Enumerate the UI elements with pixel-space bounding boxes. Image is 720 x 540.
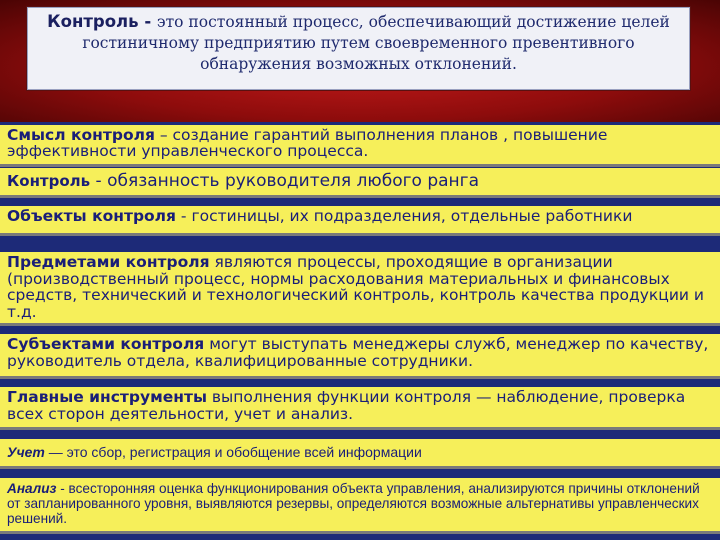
block-term: Контроль bbox=[7, 172, 91, 190]
block-text: являются процессы, проходящие в организации (производственный процесс, нормы расходования материальных и финансовых средств, технический и технологический контроль, контроль качества продукции и т.д. bbox=[7, 253, 704, 321]
block-term: Смысл контроля bbox=[7, 126, 155, 144]
definition-dash: - bbox=[138, 12, 157, 31]
block-term: Объекты контроля bbox=[7, 207, 176, 225]
block-objects bbox=[0, 206, 720, 236]
block-term: Главные инструменты bbox=[7, 388, 207, 406]
definition-term: Контроль bbox=[47, 12, 139, 31]
definition-box bbox=[27, 7, 690, 90]
block-text: - обязанность руководителя любого ранга bbox=[90, 171, 480, 191]
block-text: — это сбор, регистрация и обобщение всей информации bbox=[44, 444, 422, 460]
block-actors bbox=[0, 334, 720, 379]
block-term: Анализ bbox=[7, 481, 57, 496]
block-term: Субъектами контроля bbox=[7, 335, 205, 353]
block-text: выполнения функции контроля — наблюдение, проверка всех сторон деятельности, учет и анализ. bbox=[7, 388, 686, 423]
block-accounting bbox=[0, 439, 720, 469]
block-analysis bbox=[0, 478, 720, 534]
block-responsibility bbox=[0, 168, 720, 198]
block-tools bbox=[0, 387, 720, 430]
block-term: Предметами контроля bbox=[7, 253, 210, 271]
definition-text: это постоянный процесс, обеспечивающий достижение целей гостиничному предприятию путем своевременного превентивного обнаружения возможных отклонений. bbox=[82, 13, 670, 73]
block-term: Учет bbox=[7, 444, 45, 460]
block-text: - всесторонняя оценка функционирования объекта управления, анализируются причины отклонений от запланированного уровня, выявляются резервы, определяются возможные альтернативы управленческих решений. bbox=[7, 481, 700, 526]
block-purpose bbox=[0, 125, 720, 167]
block-subjects-matter bbox=[0, 252, 720, 326]
block-text: – создание гарантий выполнения планов , повышение эффективности управленческого процесса. bbox=[7, 126, 608, 160]
block-text: могут выступать менеджеры служб, менеджер по качеству, руководитель отдела, квалифицированные сотрудники. bbox=[7, 335, 709, 370]
block-text: - гостиницы, их подразделения, отдельные работники bbox=[176, 207, 633, 225]
